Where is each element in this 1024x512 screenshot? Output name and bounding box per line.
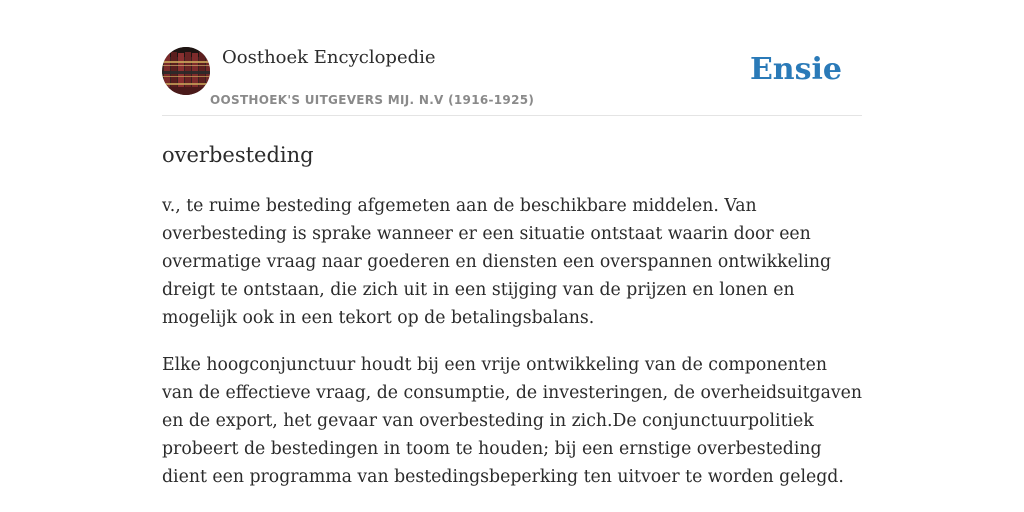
publisher-label: OOSTHOEK'S UITGEVERS MIJ. N.V (1916-1925) — [210, 93, 535, 107]
page-header — [162, 46, 862, 116]
article-paragraph: Elke hoogconjunctuur houdt bij een vrije ontwikkeling van de componenten van de effectieve vraag, de consumptie, de investeringen, de overheidsuitgaven en de export, het gevaar van overbesteding in zich.De conjunctuurpolitiek probeert de bestedingen in toom te houden; bij een ernstige overbesteding dient een programma van bestedingsbeperking ten uitvoer te worden gelegd. — [162, 355, 863, 487]
encyclopedia-books-icon[interactable] — [162, 47, 210, 95]
books-avatar-image — [162, 47, 210, 95]
article-paragraph: v., te ruime besteding afgemeten aan de beschikbare middelen. Van overbesteding is sprake wanneer er een situatie ontstaat waarin door een overmatige vraag naar goederen en diensten een overspannen ontwikkeling dreigt te ontstaan, die zich uit in een stijging van de prijzen en lonen en mogelijk ook in een tekort op de betalingsbalans. — [162, 196, 832, 328]
ensie-logo[interactable]: Ensie — [749, 52, 842, 87]
article-title: overbesteding — [162, 143, 314, 167]
site-name-link[interactable]: Oosthoek Encyclopedie — [222, 47, 436, 68]
article-body — [162, 192, 862, 510]
